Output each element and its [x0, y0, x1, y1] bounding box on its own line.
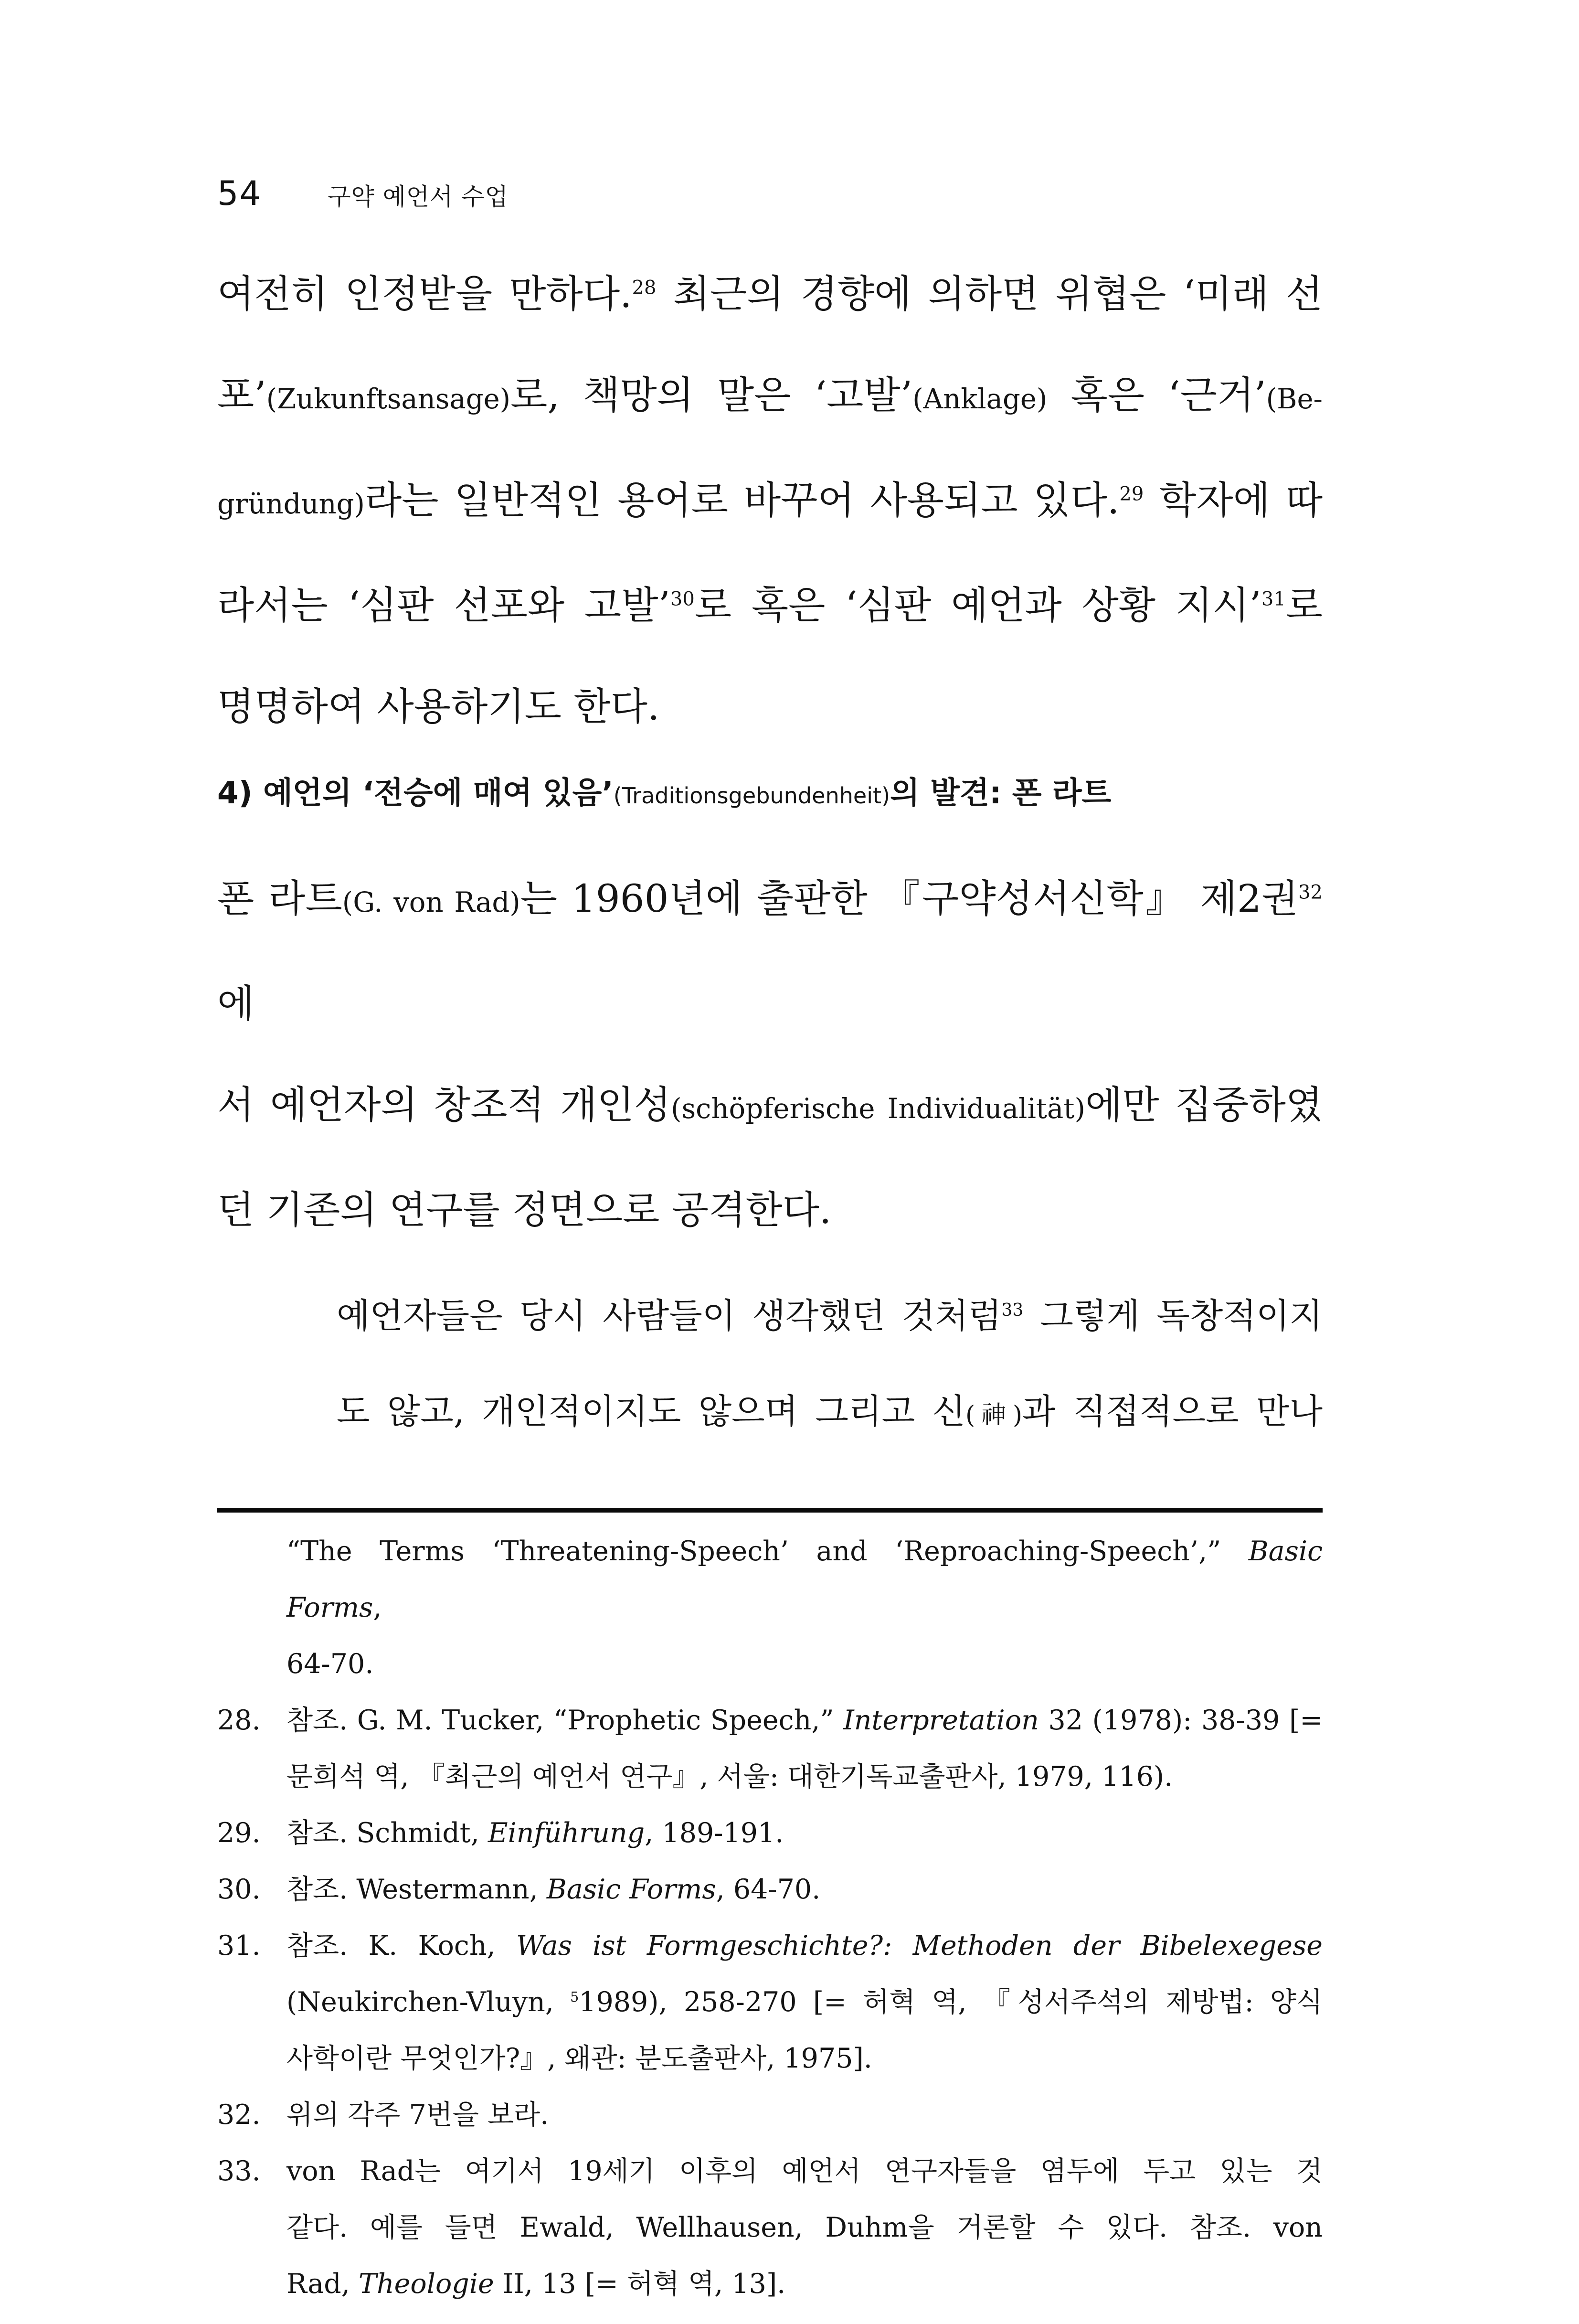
- footnote-ref: 28: [632, 277, 657, 299]
- text-run: 도 않고, 개인적이지도 않으며 그리고 신: [337, 1391, 966, 1431]
- footnote-item: [217, 1861, 1323, 1918]
- text-run: , 64-70.: [716, 1874, 821, 1905]
- footnote-number: 30.: [217, 1874, 261, 1905]
- text-run: 1989), 258-270 [= 허혁 역, 『성서주석의 제방법: 양식: [579, 1986, 1323, 2018]
- footnote-item: [217, 1692, 1323, 1805]
- footnote-item: [217, 1523, 1323, 1692]
- body-paragraph-2: [217, 848, 1323, 1261]
- text-line: [286, 1692, 1323, 1748]
- footnote-text: [286, 1805, 1323, 1861]
- footnote-number: 32.: [217, 2099, 261, 2131]
- footnote-text: [286, 1692, 1323, 1805]
- text-line: [286, 1974, 1323, 2030]
- text-line: [286, 1636, 1323, 1692]
- text-run: 의 발견: 폰 라트: [890, 776, 1112, 811]
- footnote-number: 29.: [217, 1817, 261, 1849]
- text-line: [286, 2030, 1323, 2087]
- text-run: ,: [373, 1592, 382, 1623]
- text-line: [217, 656, 1323, 757]
- text-run: 에만 집중하였: [1085, 1083, 1323, 1127]
- footnote-number: 31.: [217, 1930, 261, 1962]
- footnote-ref: 33: [1001, 1301, 1024, 1320]
- text-run: 예언자들은 당시 사람들이 생각했던 것처럼: [337, 1296, 1002, 1336]
- footnote-text: [286, 1918, 1323, 2087]
- text-run: 서 예언자의 창조적 개인성: [217, 1083, 671, 1127]
- text-line: [217, 555, 1323, 656]
- text-line: [217, 769, 1323, 820]
- text-run: 사학이란 무엇인가?』, 왜관: 분도출판사, 1975].: [286, 2043, 872, 2074]
- text-run: , 189-191.: [645, 1817, 784, 1849]
- text-line: [286, 1805, 1323, 1861]
- text-run: 64-70.: [286, 1648, 374, 1680]
- text-run: 여전히 인정받을 만하다.: [217, 272, 632, 316]
- text-run: 그렇게 독창적이지: [1023, 1296, 1323, 1336]
- text-run: Theologie: [358, 2268, 494, 2300]
- text-line: [286, 1748, 1323, 1805]
- text-run: 폰 라트: [217, 876, 342, 921]
- footnote-ref: 31: [1261, 588, 1286, 610]
- text-run: 로: [1285, 583, 1323, 628]
- text-run: Basic Forms: [546, 1874, 716, 1905]
- footnotes-list: [217, 1523, 1323, 2312]
- text-run: (Traditionsgebundenheit): [613, 783, 890, 809]
- text-line: [337, 1364, 1323, 1463]
- text-run: Einführung: [487, 1817, 645, 1849]
- footnote-item: [217, 1805, 1323, 1861]
- text-run: (Zukunftsansage): [266, 383, 511, 415]
- text-run: 참조. Schmidt,: [286, 1817, 488, 1849]
- footnote-separator: [217, 1508, 1323, 1513]
- text-line: [217, 244, 1323, 345]
- blockquote: [337, 1268, 1323, 1463]
- text-run: 참조. Westermann,: [286, 1874, 547, 1905]
- text-line: [217, 848, 1323, 1055]
- section-heading: [217, 769, 1323, 820]
- text-run: 32 (1978): 38-39 [=: [1039, 1705, 1323, 1736]
- running-title: 구약 예언서 수업: [328, 183, 509, 211]
- text-run: II, 13 [= 허혁 역, 13].: [494, 2268, 786, 2300]
- footnote-text: [286, 2087, 1323, 2143]
- text-line: [217, 450, 1323, 555]
- text-run: 같다. 예를 들면 Ewald, Wellhausen, Duhm을 거론할 수 있다. 참조. von: [286, 2212, 1323, 2243]
- text-line: [286, 2199, 1323, 2256]
- text-line: [286, 1918, 1323, 1974]
- text-line: [286, 2256, 1323, 2312]
- text-line: [217, 1055, 1323, 1160]
- text-line: [286, 2143, 1323, 2199]
- text-line: [337, 1268, 1323, 1364]
- text-run: 위의 각주 7번을 보라.: [286, 2099, 549, 2131]
- page-header: [217, 172, 1323, 215]
- body-paragraph-1: [217, 244, 1323, 757]
- footnote-number: [217, 1523, 286, 1692]
- text-run: 학자에 따: [1144, 478, 1323, 522]
- text-line: [286, 2087, 1323, 2143]
- page-number: 54: [217, 174, 262, 213]
- footnote-item: [217, 1918, 1323, 2087]
- footnote-text: [286, 1861, 1323, 1918]
- text-run: Basic Forms: [286, 1535, 1323, 1623]
- text-run: Was ist Formgeschichte?: Methoden der Bibelexegese: [516, 1930, 1323, 1962]
- text-run: (Be-: [1266, 383, 1323, 415]
- text-run: gründung): [217, 488, 365, 520]
- text-run: 과 직접적으로 만나: [1022, 1391, 1323, 1431]
- footnote-ref: 32: [1298, 881, 1323, 904]
- text-run: Interpretation: [843, 1705, 1039, 1736]
- text-run: (Anklage): [912, 383, 1048, 415]
- text-run: 는 1960년에 출판한 『구약성서신학』 제2권: [520, 876, 1299, 921]
- text-run: 문희석 역, 『최근의 예언서 연구』, 서울: 대한기독교출판사, 1979, 116).: [286, 1761, 1173, 1792]
- text-run: 로, 책망의 말은 ‘고발’: [510, 373, 913, 417]
- text-run: 라서는 ‘심판 선포와 고발’: [217, 583, 670, 628]
- text-run: (schöpferische Individualität): [671, 1093, 1085, 1125]
- footnote-item: [217, 2143, 1323, 2312]
- text-run: 최근의 경향에 의하면 위협은 ‘미래 선: [656, 272, 1323, 316]
- text-run: (G. von Rad): [342, 886, 520, 918]
- footnote-ref: 30: [670, 588, 695, 610]
- text-run: Rad,: [286, 2268, 359, 2300]
- footnote-item: [217, 2087, 1323, 2143]
- text-line: [217, 1160, 1323, 1261]
- footnote-ref: 29: [1119, 483, 1144, 505]
- footnote-number: 33.: [217, 2155, 261, 2187]
- text-run: 라는 일반적인 용어로 바꾸어 사용되고 있다.: [364, 478, 1120, 522]
- text-line: [286, 1523, 1323, 1636]
- text-line: [217, 345, 1323, 450]
- text-run: 포’: [217, 373, 266, 417]
- text-line: [286, 1861, 1323, 1918]
- footnote-text: [286, 1523, 1323, 1692]
- text-run: 참조. K. Koch,: [286, 1930, 516, 1962]
- text-run: 명명하여 사용하기도 한다.: [217, 684, 660, 729]
- text-run: 4) 예언의 ‘전승에 매여 있음’: [217, 776, 614, 811]
- text-run: 던 기존의 연구를 정면으로 공격한다.: [217, 1188, 832, 1232]
- text-run: 에: [217, 981, 254, 1026]
- text-run: 참조. G. M. Tucker, “Prophetic Speech,”: [286, 1705, 844, 1736]
- text-run: “The Terms ‘Threatening-Speech’ and ‘Reproaching-Speech’,”: [286, 1535, 1249, 1567]
- text-run: von Rad는 여기서 19세기 이후의 예언서 연구자들을 염두에 두고 있는 것: [286, 2155, 1323, 2187]
- text-run: 혹은 ‘근거’: [1047, 373, 1266, 417]
- text-run: (Neukirchen-Vluyn,: [286, 1986, 571, 2018]
- footnote-number: 28.: [217, 1705, 261, 1736]
- footnote-text: [286, 2143, 1323, 2312]
- text-run: 로 혹은 ‘심판 예언과 상황 지시’: [694, 583, 1261, 628]
- footnote-ref: 5: [570, 1989, 579, 2005]
- text-run: (神): [965, 1401, 1023, 1429]
